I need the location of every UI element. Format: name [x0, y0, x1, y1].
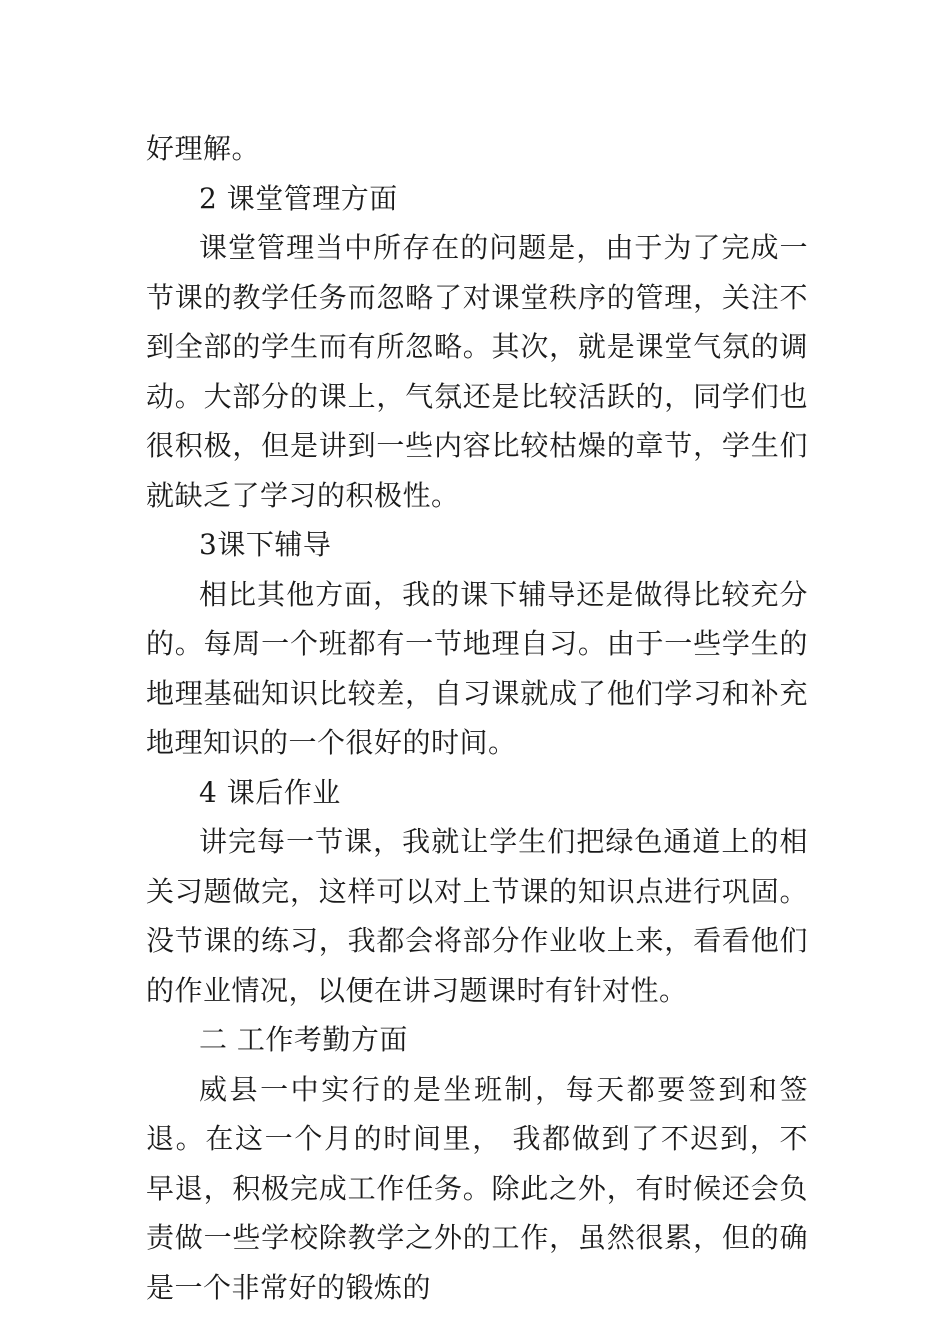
document-body: [146, 124, 808, 1312]
paragraph-attendance: 威县一中实行的是坐班制，每天都要签到和签退。在这一个月的时间里， 我都做到了不迟到，不早退，积极完成工作任务。除此之外，有时候还会负责做一些学校除教学之外的工作，虽然很累，但的确是一个非常好的锻炼的: [146, 1072, 808, 1304]
section-heading-attendance: 二 工作考勤方面: [199, 1023, 408, 1056]
paragraph-homework: 讲完每一节课，我就让学生们把绿色通道上的相关习题做完，这样可以对上节课的知识点进行巩固。没节课的练习，我都会将部分作业收上来，看看他们的作业情况，以便在讲习题课时有针对性。: [146, 825, 808, 1007]
paragraph-classroom-management: 课堂管理当中所存在的问题是，由于为了完成一节课的教学任务而忽略了对课堂秩序的管理，关注不到全部的学生而有所忽略。其次，就是课堂气氛的调动。大部分的课上，气氛还是比较活跃的，同学们也很积极，但是讲到一些内容比较枯燥的章节，学生们就缺乏了学习的积极性。: [146, 231, 808, 512]
section-heading-classroom-management: 2 课堂管理方面: [199, 181, 398, 215]
paragraph-tutoring: 相比其他方面，我的课下辅导还是做得比较充分的。每周一个班都有一节地理自习。由于一些学生的地理基础知识比较差，自习课就成了他们学习和补充地理知识的一个很好的时间。: [146, 577, 808, 759]
section-heading-tutoring: 3课下辅导: [199, 528, 332, 561]
paragraph-continuation: 好理解。: [146, 132, 261, 165]
section-heading-homework: 4 课后作业: [199, 775, 341, 809]
